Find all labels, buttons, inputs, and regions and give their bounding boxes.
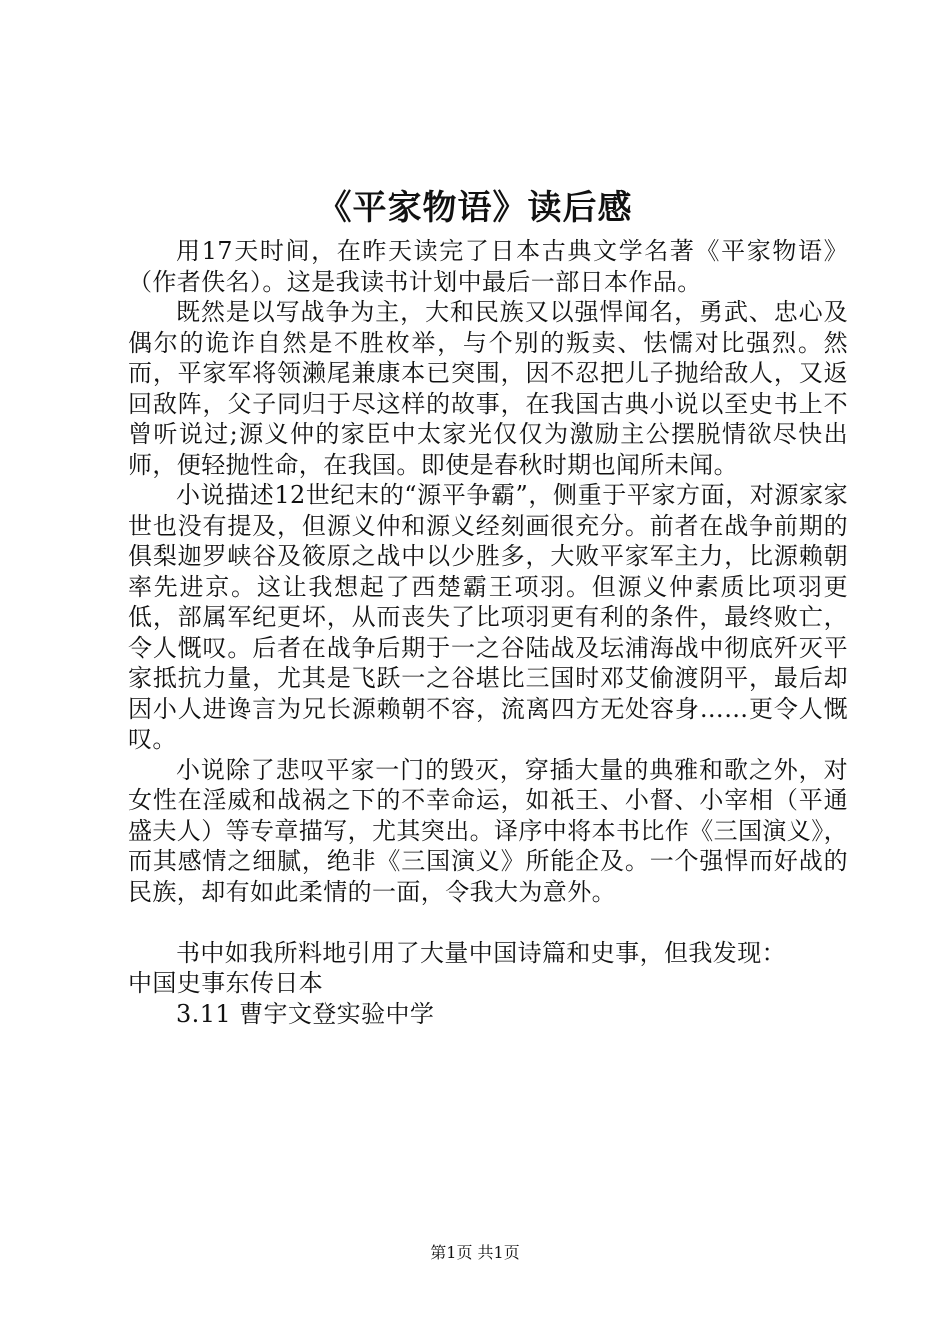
paragraph: 小说除了悲叹平家一门的毁灭，穿插大量的典雅和歌之外，对女性在淫威和战祸之下的不幸命运，如祇王、小督、小宰相（平通盛夫人）等专章描写，尤其突出。译序中将本书比作《三国演义》，而其感情之细腻，绝非《三国演义》所能企及。一个强悍而好战的民族，却有如此柔情的一面，令我大为意外。 (128, 755, 848, 906)
document-title: 《平家物语》读后感 (317, 188, 633, 228)
paragraph: 既然是以写战争为主，大和民族又以强悍闻名，勇武、忠心及偶尔的诡诈自然是不胜枚举，与个别的叛卖、怯懦对比强烈。然而，平家军将领濑尾兼康本已突围，因不忍把儿子抛给敌人，又返回敌阵，父子同归于尽这样的故事，在我国古典小说以至史书上不曾听说过;源义仲的家臣中太家光仅仅为激励主公摆脱情欲尽快出师，便轻抛性命，在我国。即使是春秋时期也闻所未闻。 (128, 298, 848, 479)
page-footer: 第1页 共1页 (430, 1243, 520, 1262)
closing-line-continued: 中国史事东传日本 (128, 969, 324, 997)
closing-line: 书中如我所料地引用了大量中国诗篇和史事，但我发现： (176, 938, 786, 967)
paragraph: 用17天时间，在昨天读完了日本古典文学名著《平家物语》（作者佚名）。这是我读书计划中最后一部日本作品。 (128, 237, 848, 296)
signature-line: 3.11 曹宇文登实验中学 (176, 999, 435, 1028)
document-body (128, 236, 848, 1029)
blank-line (128, 907, 848, 938)
paragraph: 小说描述12世纪末的“源平争霸”，侧重于平家方面，对源家家世也没有提及，但源义仲和源义经刻画很充分。前者在战争前期的俱梨迦罗峡谷及筱原之战中以少胜多，大败平家军主力，比源赖朝率先进京。这让我想起了西楚霸王项羽。但源义仲素质比项羽更低，部属军纪更坏，从而丧失了比项羽更有利的条件，最终败亡，令人慨叹。后者在战争后期于一之谷陆战及坛浦海战中彻底歼灭平家抵抗力量，尤其是飞跃一之谷堪比三国时邓艾偷渡阴平，最后却因小人进谗言为兄长源赖朝不容，流离四方无处容身……更令人慨叹。 (128, 481, 848, 753)
